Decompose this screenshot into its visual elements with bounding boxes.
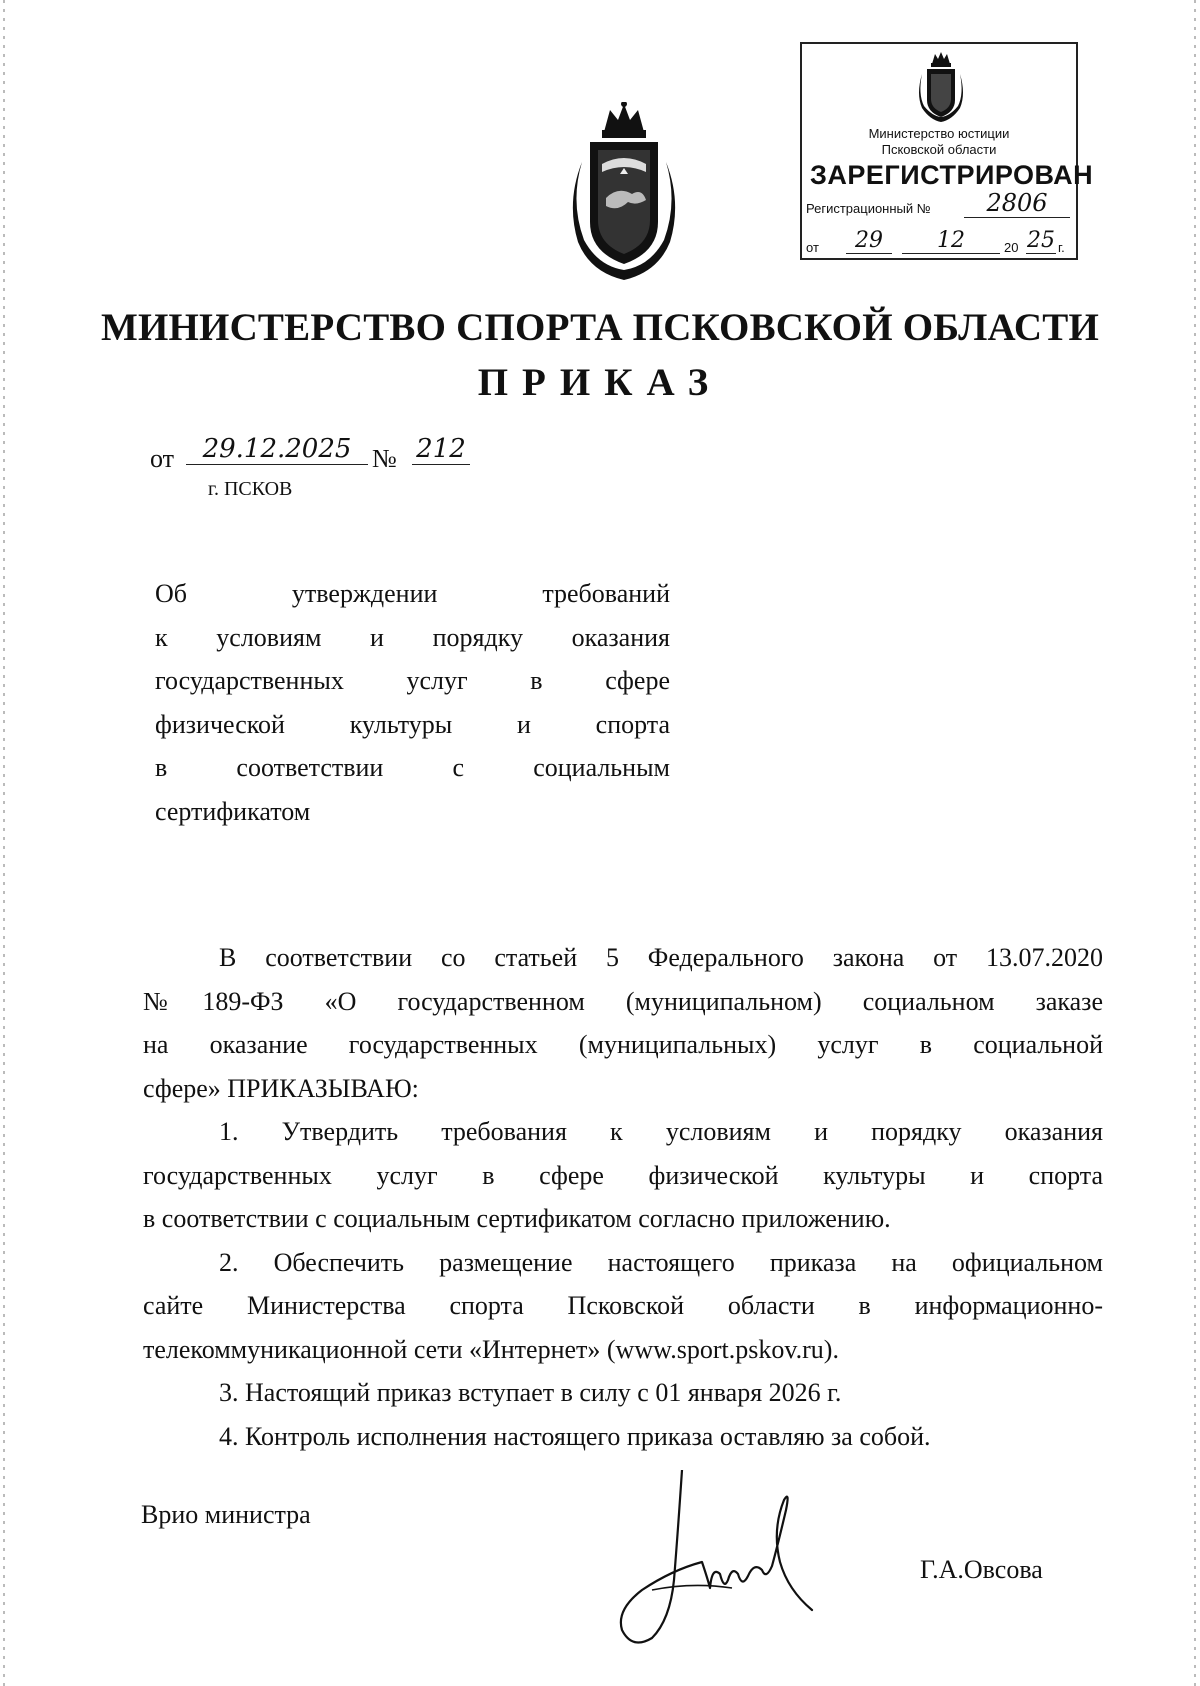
- order-subject: [155, 572, 670, 833]
- stamp-reg-number: 2806: [964, 189, 1070, 218]
- item-1-line: 1. Утвердить требования к условиям и порядку оказания: [219, 1117, 1103, 1146]
- stamp-date-century: 20: [1004, 240, 1019, 255]
- subject-line: к условиям и порядку оказания: [155, 622, 670, 652]
- item-1-line: государственных услуг в сфере физической культуры и спорта: [143, 1160, 1103, 1190]
- item-3: 3. Настоящий приказ вступает в силу с 01 января 2026 г.: [219, 1378, 842, 1407]
- order-body: [143, 936, 1103, 1458]
- stamp-date-row: [806, 228, 1072, 258]
- signatory-name: Г.А.Овсова: [920, 1555, 1043, 1584]
- order-date: 29.12.2025: [186, 434, 368, 465]
- item-1-line: в соответствии с социальным сертификатом согласно приложению.: [143, 1204, 891, 1233]
- registration-stamp: [800, 42, 1094, 260]
- stamp-coat-of-arms-icon: [914, 52, 968, 122]
- signatory-title: Врио министра: [141, 1500, 311, 1529]
- subject-line: сертификатом: [155, 796, 311, 826]
- stamp-date-year: 25: [1027, 228, 1055, 253]
- ministry-title: МИНИСТЕРСТВО СПОРТА ПСКОВСКОЙ ОБЛАСТИ: [100, 306, 1100, 349]
- preamble-line: на оказание государственных (муниципальных) услуг в социальной: [143, 1030, 1103, 1059]
- preamble-line: сфере» ПРИКАЗЫВАЮ:: [143, 1073, 419, 1103]
- stamp-authority-line: Министерство юстиции: [868, 126, 1010, 141]
- preamble-line: В соответствии со статьей 5 Федерального закона от 13.07.2020: [219, 943, 1103, 972]
- stamp-date-prefix: от: [806, 240, 819, 255]
- stamp-region-line: Псковской области: [881, 142, 997, 157]
- coat-of-arms-icon: [560, 102, 688, 282]
- scan-edge-right: [1194, 0, 1196, 1686]
- stamp-date-day: 29: [846, 228, 892, 254]
- stamp-reg-label: Регистрационный №: [806, 201, 931, 216]
- order-date-prefix: от: [150, 444, 175, 473]
- item-2-line: сайте Министерства спорта Псковской области в информационно-: [143, 1291, 1103, 1320]
- stamp-status: ЗАРЕГИСТРИРОВАН: [810, 160, 1094, 190]
- item-2-line: 2. Обеспечить размещение настоящего приказа на официальном: [219, 1247, 1103, 1277]
- subject-line: физической культуры и спорта: [155, 709, 670, 739]
- subject-line: государственных услуг в сфере: [155, 666, 670, 695]
- item-4: 4. Контроль исполнения настоящего приказа оставляю за собой.: [219, 1421, 931, 1451]
- stamp-date-suffix: г.: [1058, 240, 1065, 255]
- subject-line: в соответствии с социальным: [155, 753, 670, 782]
- order-date-number: [150, 434, 470, 480]
- document-type: ПРИКАЗ: [477, 361, 723, 404]
- order-number-sign: №: [372, 444, 397, 473]
- scan-edge-left: [3, 0, 5, 1686]
- order-city: г. ПСКОВ: [208, 478, 293, 500]
- stamp-date-month: 12: [902, 228, 1000, 254]
- handwritten-signature: [612, 1470, 822, 1650]
- preamble-line: №189-ФЗ «О государственном (муниципальном) социальном заказе: [143, 986, 1103, 1016]
- item-2-line: телекоммуникационной сети «Интернет» (www.sport.pskov.ru).: [143, 1334, 839, 1364]
- order-number: 212: [412, 434, 470, 465]
- subject-line: Об утверждении требований: [155, 579, 670, 608]
